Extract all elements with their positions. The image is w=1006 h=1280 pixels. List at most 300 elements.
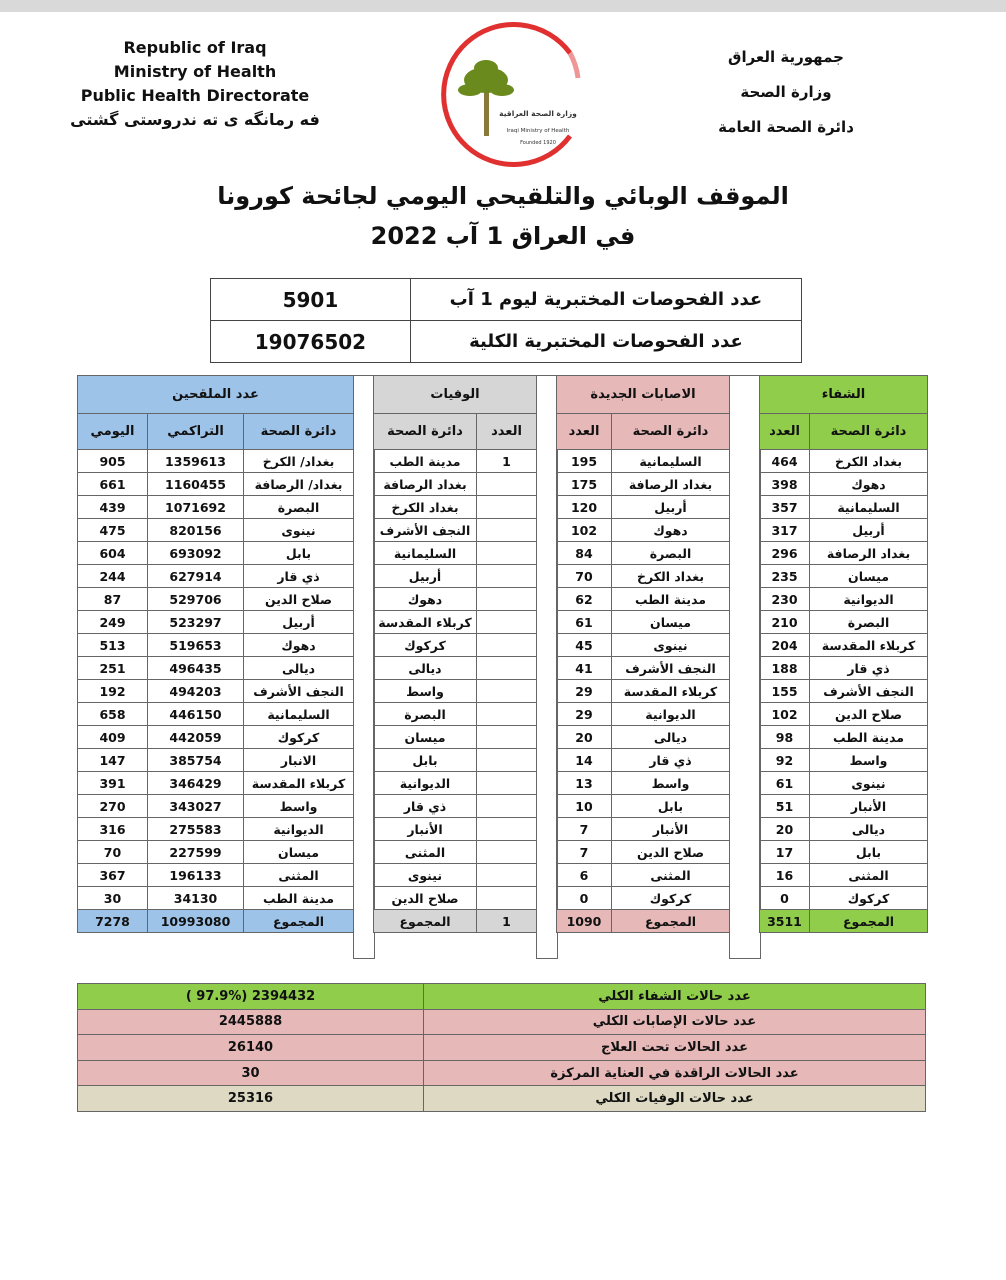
directorate-cell: دهوك [810, 473, 928, 496]
table-row [557, 611, 730, 634]
directorate-cell: أربيل [374, 565, 477, 588]
col-directorate: دائرة الصحة [244, 414, 354, 450]
count-cell [477, 795, 537, 818]
summary-value: 2445888 [78, 1009, 424, 1035]
count-cell: 17 [760, 841, 810, 864]
count-cell: 7 [557, 818, 612, 841]
directorate-cell: مدينة الطب [244, 887, 354, 910]
total-tests-value: 19076502 [211, 321, 411, 363]
cumulative-cell: 693092 [148, 542, 244, 565]
daily-cell: 905 [78, 450, 148, 473]
table-row [374, 542, 537, 565]
directorate-cell: السليمانية [244, 703, 354, 726]
summary-value: ( 97.9%) 2394432 [78, 984, 424, 1010]
table-row [374, 588, 537, 611]
cumulative-cell: 343027 [148, 795, 244, 818]
table-row [78, 795, 354, 818]
count-cell [477, 611, 537, 634]
cumulative-cell: 34130 [148, 887, 244, 910]
table-row [78, 611, 354, 634]
directorate-cell: واسط [612, 772, 730, 795]
table-row [557, 818, 730, 841]
count-cell: 296 [760, 542, 810, 565]
directorate-cell: ميسان [810, 565, 928, 588]
directorate-cell: كركوك [810, 887, 928, 910]
count-cell: 13 [557, 772, 612, 795]
directorate-cell: واسط [244, 795, 354, 818]
count-cell: 1 [477, 450, 537, 473]
cumulative-cell: 523297 [148, 611, 244, 634]
logo-ar-text: وزارة الصحة العراقية [499, 109, 577, 118]
count-cell: 70 [557, 565, 612, 588]
count-cell: 84 [557, 542, 612, 565]
table-row [557, 887, 730, 910]
gap-column [353, 375, 375, 959]
table-row [78, 450, 354, 473]
daily-cell: 316 [78, 818, 148, 841]
directorate-cell: ذي قار [612, 749, 730, 772]
cumulative-cell: 196133 [148, 864, 244, 887]
col-directorate: دائرة الصحة [374, 414, 477, 450]
directorate-cell: صلاح الدين [612, 841, 730, 864]
count-cell: 41 [557, 657, 612, 680]
count-cell [477, 749, 537, 772]
count-cell: 98 [760, 726, 810, 749]
directorate-cell: دهوك [612, 519, 730, 542]
count-cell: 14 [557, 749, 612, 772]
summary-value: 26140 [78, 1035, 424, 1061]
cumulative-cell: 442059 [148, 726, 244, 749]
cumulative-cell: 529706 [148, 588, 244, 611]
count-cell: 210 [760, 611, 810, 634]
total-row [374, 910, 537, 933]
table-row [760, 818, 928, 841]
count-cell: 102 [760, 703, 810, 726]
total-tests-label: عدد الفحوصات المختبرية الكلية [410, 321, 801, 363]
directorate-cell: مدينة الطب [612, 588, 730, 611]
count-cell [477, 634, 537, 657]
directorate-cell: النجف الأشرف [612, 657, 730, 680]
table-row [760, 473, 928, 496]
count-cell [477, 772, 537, 795]
count-cell: 235 [760, 565, 810, 588]
directorate-cell: بغداد الرصافة [374, 473, 477, 496]
count-cell [477, 588, 537, 611]
daily-cell: 87 [78, 588, 148, 611]
table-row [78, 565, 354, 588]
directorate-cell: دهوك [374, 588, 477, 611]
daily-cell: 367 [78, 864, 148, 887]
cumulative-cell: 1071692 [148, 496, 244, 519]
daily-cell: 439 [78, 496, 148, 519]
count-cell: 230 [760, 588, 810, 611]
total-label: المجموع [810, 910, 928, 933]
directorate-cell: السليمانية [810, 496, 928, 519]
table-row [760, 680, 928, 703]
table-row [374, 634, 537, 657]
table-row [78, 588, 354, 611]
directorate-cell: صلاح الدين [244, 588, 354, 611]
summary-value: 30 [78, 1060, 424, 1086]
summary-row [78, 1035, 926, 1061]
recovery-table [759, 375, 928, 933]
table-row [557, 841, 730, 864]
directorate-cell: المثنى [810, 864, 928, 887]
header-ar-line: دائرة الصحة العامة [718, 118, 854, 136]
logo-founded-text: Founded 1920 [520, 140, 556, 146]
table-row [374, 703, 537, 726]
col-directorate: دائرة الصحة [612, 414, 730, 450]
col-count: العدد [557, 414, 612, 450]
table-row [557, 496, 730, 519]
logo-en-text: Iraqi Ministry of Health [506, 128, 570, 134]
daily-cell: 270 [78, 795, 148, 818]
directorate-cell: كربلاء المقدسة [612, 680, 730, 703]
directorate-cell: بغداد/ الكرخ [244, 450, 354, 473]
lab-tests-table [210, 278, 802, 363]
table-row [557, 519, 730, 542]
count-cell [477, 726, 537, 749]
directorate-cell: ديالى [244, 657, 354, 680]
table-row [374, 818, 537, 841]
count-cell: 204 [760, 634, 810, 657]
directorate-cell: ديالى [612, 726, 730, 749]
cumulative-cell: 496435 [148, 657, 244, 680]
count-cell: 51 [760, 795, 810, 818]
count-cell: 20 [760, 818, 810, 841]
directorate-cell: صلاح الدين [374, 887, 477, 910]
table-row [760, 657, 928, 680]
directorate-cell: المثنى [612, 864, 730, 887]
summary-table [77, 983, 926, 1112]
table-row [374, 496, 537, 519]
directorate-cell: النجف الأشرف [810, 680, 928, 703]
count-cell [477, 519, 537, 542]
count-cell: 62 [557, 588, 612, 611]
directorate-cell: بغداد الكرخ [810, 450, 928, 473]
directorate-cell: الأنبار [612, 818, 730, 841]
directorate-cell: ميسان [612, 611, 730, 634]
page-title [200, 176, 806, 256]
cumulative-cell: 346429 [148, 772, 244, 795]
total-label: المجموع [612, 910, 730, 933]
table-row [557, 680, 730, 703]
count-cell: 195 [557, 450, 612, 473]
table-row [374, 519, 537, 542]
directorate-cell: مدينة الطب [810, 726, 928, 749]
header-kurdish-line: فه رمانگه ى ته ندروستى گشتى [70, 110, 320, 129]
directorate-cell: البصرة [612, 542, 730, 565]
directorate-cell: نينوى [244, 519, 354, 542]
directorate-cell: الديوانية [810, 588, 928, 611]
total-cumulative: 10993080 [148, 910, 244, 933]
directorate-cell: البصرة [244, 496, 354, 519]
total-row [760, 910, 928, 933]
directorate-cell: واسط [374, 680, 477, 703]
table-row [760, 726, 928, 749]
summary-label: عدد حالات الوفيات الكلي [424, 1086, 926, 1112]
directorate-cell: ديالى [810, 818, 928, 841]
directorate-cell: الانبار [244, 749, 354, 772]
summary-row [78, 1009, 926, 1035]
table-row [557, 473, 730, 496]
daily-cell: 251 [78, 657, 148, 680]
table-row [374, 473, 537, 496]
table-row [374, 657, 537, 680]
directorate-cell: كركوك [612, 887, 730, 910]
count-cell: 0 [557, 887, 612, 910]
deaths-title: الوفيات [374, 376, 537, 414]
count-cell [477, 887, 537, 910]
daily-tests-value: 5901 [211, 279, 411, 321]
directorate-cell: أربيل [612, 496, 730, 519]
table-row [760, 542, 928, 565]
count-cell [477, 841, 537, 864]
directorate-cell: بغداد/ الرصافة [244, 473, 354, 496]
daily-cell: 391 [78, 772, 148, 795]
count-cell [477, 818, 537, 841]
count-cell [477, 703, 537, 726]
table-row [374, 772, 537, 795]
directorate-cell: كركوك [244, 726, 354, 749]
col-daily: اليومي [78, 414, 148, 450]
summary-label: عدد الحالات الراقدة في العناية المركزة [424, 1060, 926, 1086]
daily-cell: 604 [78, 542, 148, 565]
table-row [78, 519, 354, 542]
directorate-cell: صلاح الدين [810, 703, 928, 726]
table-row [760, 496, 928, 519]
summary-label: عدد حالات الشفاء الكلي [424, 984, 926, 1010]
table-row [374, 795, 537, 818]
directorate-cell: السليمانية [612, 450, 730, 473]
cases-title: الاصابات الجديدة [557, 376, 730, 414]
table-row [557, 703, 730, 726]
table-row [374, 887, 537, 910]
count-cell: 102 [557, 519, 612, 542]
table-row [78, 496, 354, 519]
table-row [374, 611, 537, 634]
cumulative-cell: 227599 [148, 841, 244, 864]
directorate-cell: مدينة الطب [374, 450, 477, 473]
directorate-cell: بغداد الكرخ [612, 565, 730, 588]
table-row [760, 703, 928, 726]
table-row [760, 634, 928, 657]
table-row [557, 565, 730, 588]
vaccinated-title: عدد الملقحين [78, 376, 354, 414]
directorate-cell: نينوى [810, 772, 928, 795]
directorate-cell: أربيل [244, 611, 354, 634]
table-row [760, 772, 928, 795]
new-cases-table [556, 375, 730, 933]
directorate-cell: المثنى [244, 864, 354, 887]
count-cell [477, 496, 537, 519]
directorate-cell: بغداد الكرخ [374, 496, 477, 519]
count-cell: 10 [557, 795, 612, 818]
table-row [760, 588, 928, 611]
cumulative-cell: 385754 [148, 749, 244, 772]
header-en-line: Republic of Iraq [123, 38, 267, 57]
table-row [78, 703, 354, 726]
count-cell: 45 [557, 634, 612, 657]
directorate-cell: ذي قار [374, 795, 477, 818]
directorate-cell: نينوى [374, 864, 477, 887]
table-row [557, 749, 730, 772]
ministry-logo [420, 18, 590, 168]
daily-cell: 658 [78, 703, 148, 726]
summary-row [78, 984, 926, 1010]
top-strip [0, 0, 1006, 12]
directorate-cell: كربلاء المقدسة [810, 634, 928, 657]
col-count: العدد [760, 414, 810, 450]
title-line-1: الموقف الوبائي والتلقيحي اليومي لجائحة كورونا [217, 182, 789, 210]
daily-cell: 513 [78, 634, 148, 657]
header-en-line: Public Health Directorate [80, 86, 310, 105]
table-row [760, 611, 928, 634]
col-cumulative: التراكمي [148, 414, 244, 450]
cumulative-cell: 1359613 [148, 450, 244, 473]
cumulative-cell: 519653 [148, 634, 244, 657]
count-cell: 188 [760, 657, 810, 680]
cumulative-cell: 820156 [148, 519, 244, 542]
table-row [760, 749, 928, 772]
header-ar-line: جمهورية العراق [728, 48, 844, 66]
count-cell [477, 680, 537, 703]
directorate-cell: السليمانية [374, 542, 477, 565]
table-row [557, 795, 730, 818]
cumulative-cell: 1160455 [148, 473, 244, 496]
count-cell: 16 [760, 864, 810, 887]
cumulative-cell: 494203 [148, 680, 244, 703]
table-row [78, 887, 354, 910]
table-row [78, 473, 354, 496]
directorate-cell: الديوانية [612, 703, 730, 726]
summary-label: عدد حالات الإصابات الكلي [424, 1009, 926, 1035]
recovery-title: الشفاء [760, 376, 928, 414]
daily-cell: 249 [78, 611, 148, 634]
directorate-cell: بابل [810, 841, 928, 864]
total-label: المجموع [374, 910, 477, 933]
table-row [760, 841, 928, 864]
table-row [760, 864, 928, 887]
vaccinated-table [77, 375, 354, 933]
count-cell: 0 [760, 887, 810, 910]
daily-cell: 244 [78, 565, 148, 588]
directorate-cell: كركوك [374, 634, 477, 657]
deaths-table [373, 375, 537, 933]
table-row [374, 680, 537, 703]
count-cell: 175 [557, 473, 612, 496]
count-cell: 464 [760, 450, 810, 473]
cumulative-cell: 275583 [148, 818, 244, 841]
total-row [78, 910, 354, 933]
count-cell [477, 542, 537, 565]
col-count: العدد [477, 414, 537, 450]
count-cell: 29 [557, 680, 612, 703]
table-row [760, 887, 928, 910]
table-row [557, 657, 730, 680]
total-label: المجموع [244, 910, 354, 933]
count-cell [477, 565, 537, 588]
col-directorate: دائرة الصحة [810, 414, 928, 450]
total-tests-row [211, 321, 802, 363]
table-row [557, 864, 730, 887]
directorate-cell: ميسان [244, 841, 354, 864]
directorate-cell: ذي قار [244, 565, 354, 588]
daily-cell: 409 [78, 726, 148, 749]
directorate-cell: ديالى [374, 657, 477, 680]
table-row [78, 657, 354, 680]
count-cell [477, 657, 537, 680]
table-row [78, 772, 354, 795]
table-row [557, 772, 730, 795]
daily-cell: 192 [78, 680, 148, 703]
total-count: 3511 [760, 910, 810, 933]
count-cell: 20 [557, 726, 612, 749]
directorate-cell: النجف الأشرف [244, 680, 354, 703]
table-row [78, 818, 354, 841]
gap-column [729, 375, 761, 959]
title-line-2: في العراق 1 آب 2022 [370, 222, 636, 250]
daily-cell: 475 [78, 519, 148, 542]
count-cell: 398 [760, 473, 810, 496]
directorate-cell: النجف الأشرف [374, 519, 477, 542]
table-row [760, 795, 928, 818]
daily-cell: 661 [78, 473, 148, 496]
table-row [760, 450, 928, 473]
table-row [78, 864, 354, 887]
summary-row [78, 1086, 926, 1112]
total-daily: 7278 [78, 910, 148, 933]
directorate-cell: بابل [612, 795, 730, 818]
table-row [374, 450, 537, 473]
directorate-cell: ميسان [374, 726, 477, 749]
table-row [374, 749, 537, 772]
table-row [78, 841, 354, 864]
header-ar [686, 40, 886, 145]
directorate-cell: البصرة [810, 611, 928, 634]
table-row [557, 726, 730, 749]
total-count: 1090 [557, 910, 612, 933]
count-cell [477, 473, 537, 496]
daily-tests-row [211, 279, 802, 321]
table-row [78, 542, 354, 565]
count-cell [477, 864, 537, 887]
header-en [70, 36, 320, 132]
summary-label: عدد الحالات تحت العلاج [424, 1035, 926, 1061]
table-row [374, 726, 537, 749]
table-row [557, 634, 730, 657]
table-row [557, 588, 730, 611]
cumulative-cell: 446150 [148, 703, 244, 726]
directorate-cell: نينوى [612, 634, 730, 657]
directorate-cell: بابل [374, 749, 477, 772]
count-cell: 61 [557, 611, 612, 634]
directorate-cell: بغداد الرصافة [612, 473, 730, 496]
directorate-cell: بغداد الرصافة [810, 542, 928, 565]
daily-cell: 147 [78, 749, 148, 772]
directorate-cell: المثنى [374, 841, 477, 864]
table-row [374, 841, 537, 864]
count-cell: 92 [760, 749, 810, 772]
table-row [760, 565, 928, 588]
table-row [374, 565, 537, 588]
count-cell: 7 [557, 841, 612, 864]
directorate-cell: الديوانية [374, 772, 477, 795]
directorate-cell: كربلاء المقدسة [244, 772, 354, 795]
table-row [557, 542, 730, 565]
table-row [374, 864, 537, 887]
table-row [557, 450, 730, 473]
